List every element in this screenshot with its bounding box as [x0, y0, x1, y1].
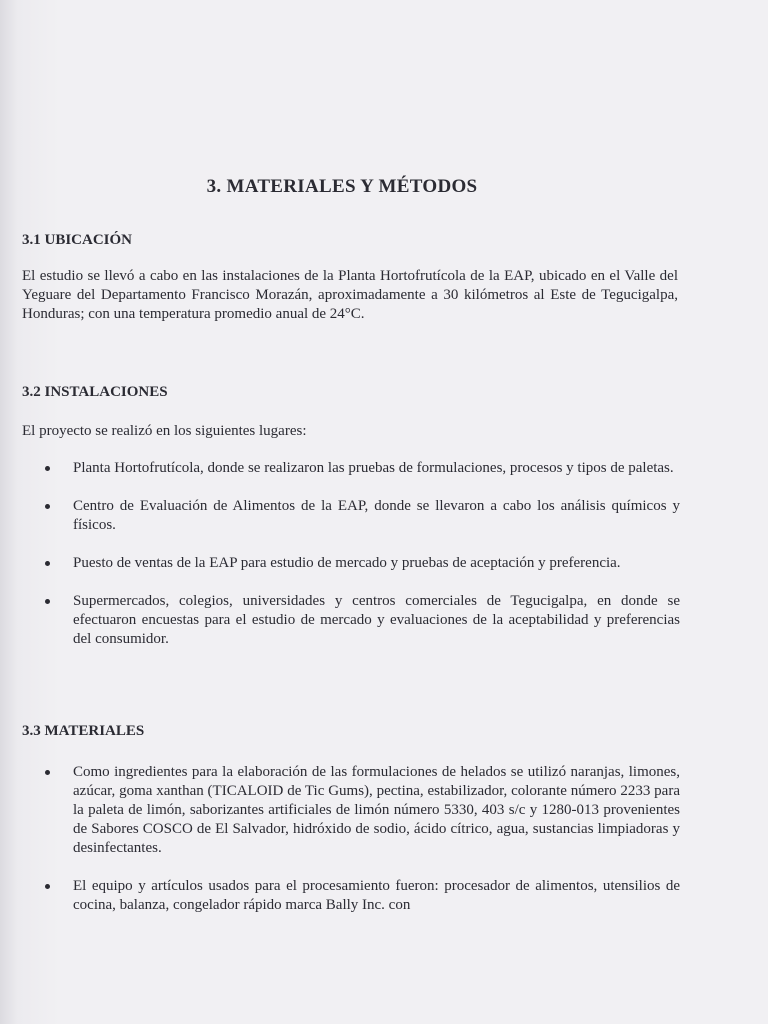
- list-item-text: El equipo y artículos usados para el procesamiento fueron: procesador de alimentos, utensilios de cocina, balanza, congelador rápido marca Bally Inc. con: [73, 878, 680, 913]
- list-item-text: Centro de Evaluación de Alimentos de la EAP, donde se llevaron a cabo los análisis químicos y físicos.: [73, 498, 680, 533]
- list-item: [0, 497, 680, 535]
- bullet-icon: [45, 884, 50, 889]
- bullet-icon: [45, 504, 50, 509]
- bullet-icon: [45, 466, 50, 471]
- materiales-list: [0, 763, 680, 915]
- bullet-icon: [45, 770, 50, 775]
- instalaciones-intro: El proyecto se realizó en los siguientes lugares:: [22, 423, 307, 439]
- list-item: [0, 592, 680, 649]
- list-item-text: Planta Hortofrutícola, donde se realizaron las pruebas de formulaciones, procesos y tipos de paletas.: [73, 460, 674, 476]
- list-item: [0, 554, 680, 573]
- bullet-icon: [45, 599, 50, 604]
- list-item: [0, 459, 680, 478]
- instalaciones-list: [0, 459, 680, 649]
- section-heading-ubicacion: 3.1 UBICACIÓN: [22, 232, 133, 248]
- list-item: [0, 877, 680, 915]
- list-item-text: Puesto de ventas de la EAP para estudio de mercado y pruebas de aceptación y preferencia.: [73, 555, 621, 571]
- list-item: [0, 763, 680, 858]
- chapter-title: 3. MATERIALES Y MÉTODOS: [206, 176, 478, 197]
- ubicacion-paragraph: El estudio se llevó a cabo en las instalaciones de la Planta Hortofrutícola de la EAP, ubicado en el Valle del Yeguare del Departamento Francisco Morazán, aproximadamente a 30 kilómetros al Este de Tegucigalpa, Honduras; con una temperatura promedio anual de 24°C.: [22, 268, 678, 322]
- section-heading-instalaciones: 3.2 INSTALACIONES: [22, 384, 168, 400]
- bullet-icon: [45, 561, 50, 566]
- section-heading-materiales: 3.3 MATERIALES: [22, 723, 145, 739]
- list-item-text: Como ingredientes para la elaboración de las formulaciones de helados se utilizó naranjas, limones, azúcar, goma xanthan (TICALOID de Tic Gums), pectina, estabilizador, colorante número 2233 para la paleta de limón, saborizantes artificiales de limón número 5330, 403 s/c y 1280-013 provenientes de Sabores COSCO de El Salvador, hidróxido de sodio, ácido cítrico, agua, sustancias limpiadoras y desinfectantes.: [73, 764, 680, 856]
- list-item-text: Supermercados, colegios, universidades y centros comerciales de Tegucigalpa, en donde se efectuaron encuestas para el estudio de mercado y evaluaciones de la aceptabilidad y preferencias del consumidor.: [73, 593, 680, 647]
